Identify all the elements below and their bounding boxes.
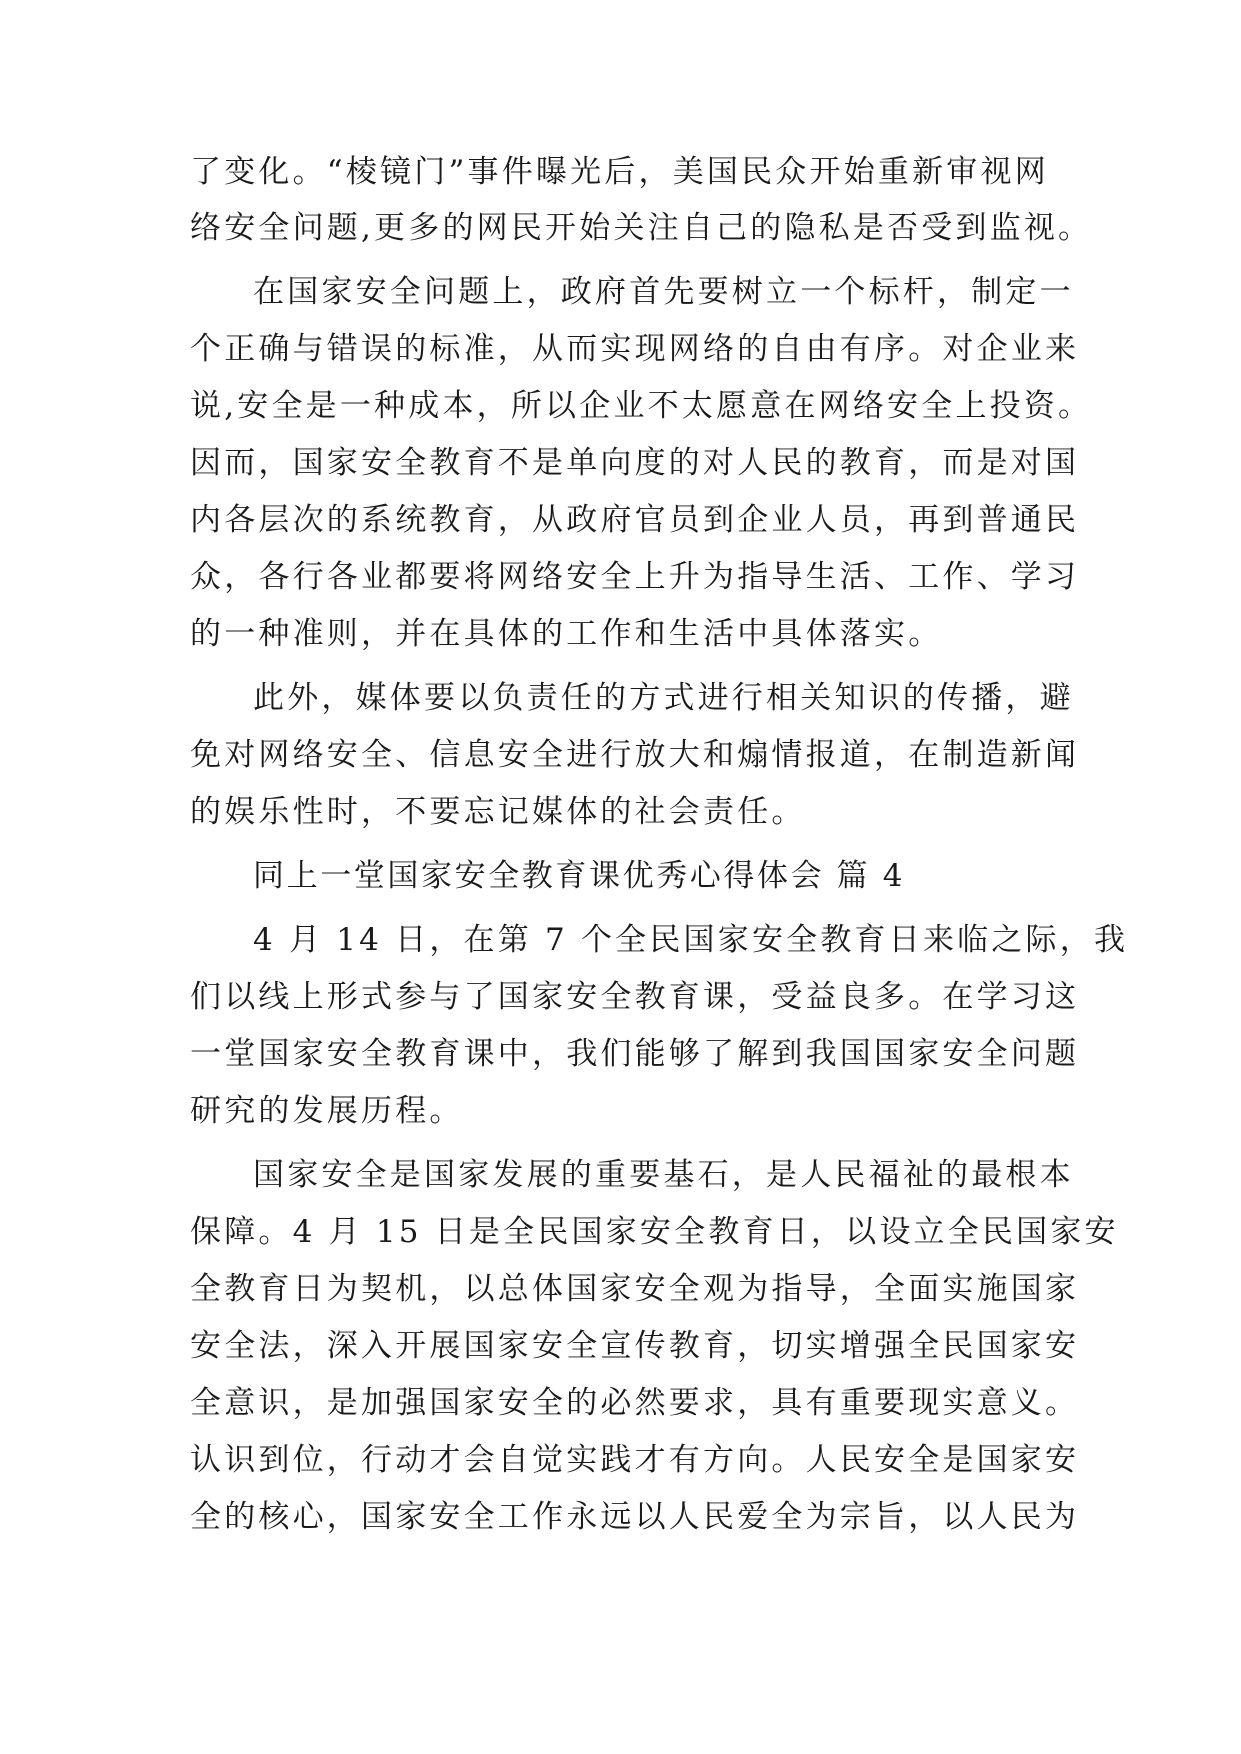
text-line: 全的核心，国家安全工作永远以人民爱全为宗旨，以人民为 xyxy=(190,1499,1080,1535)
text-line: 安全法，深入开展国家安全宣传教育，切实增强全民国家安 xyxy=(190,1328,1080,1364)
text-line: 保障。4 月 15 日是全民国家安全教育日，以设立全民国家安 xyxy=(190,1214,1119,1250)
text-line: 的娱乐性时，不要忘记媒体的社会责任。 xyxy=(190,794,806,830)
text-line: 个正确与错误的标准，从而实现网络的自由有序。对企业来 xyxy=(190,331,1080,367)
text-line: 络安全问题,更多的网民开始关注自己的隐私是否受到监视。 xyxy=(190,210,1093,246)
paragraph-start: 4 月 14 日，在第 7 个全民国家安全教育日来临之际，我 xyxy=(253,922,1129,958)
paragraph-start: 国家安全是国家发展的重要基石，是人民福祉的最根本 xyxy=(253,1157,1074,1193)
text-line: 了变化。“棱镜门”事件曝光后，美国民众开始重新审视网 xyxy=(190,154,1049,190)
text-line: 说,安全是一种成本，所以企业不太愿意在网络安全上投资。 xyxy=(190,388,1093,424)
text-line: 们以线上形式参与了国家安全教育课，受益良多。在学习这 xyxy=(190,979,1080,1015)
text-line: 的一种准则，并在具体的工作和生活中具体落实。 xyxy=(190,616,943,652)
paragraph-start: 此外，媒体要以负责任的方式进行相关知识的传播，避 xyxy=(253,680,1074,716)
text-line: 一堂国家安全教育课中，我们能够了解到我国国家安全问题 xyxy=(190,1036,1080,1072)
text-line: 全意识，是加强国家安全的必然要求，具有重要现实意义。 xyxy=(190,1385,1080,1421)
text-line: 因而，国家安全教育不是单向度的对人民的教育，而是对国 xyxy=(190,445,1080,481)
text-line: 众，各行各业都要将网络安全上升为指导生活、工作、学习 xyxy=(190,559,1080,595)
text-line: 内各层次的系统教育，从政府官员到企业人员，再到普通民 xyxy=(190,502,1080,538)
paragraph-start: 在国家安全问题上，政府首先要树立一个标杆，制定一 xyxy=(253,274,1074,310)
text-line: 全教育日为契机，以总体国家安全观为指导，全面实施国家 xyxy=(190,1271,1080,1307)
section-heading: 同上一堂国家安全教育课优秀心得体会 篇 4 xyxy=(253,858,906,894)
text-line: 认识到位，行动才会自觉实践才有方向。人民安全是国家安 xyxy=(190,1442,1080,1478)
text-line: 研究的发展历程。 xyxy=(190,1093,464,1129)
text-line: 免对网络安全、信息安全进行放大和煽情报道，在制造新闻 xyxy=(190,737,1080,773)
